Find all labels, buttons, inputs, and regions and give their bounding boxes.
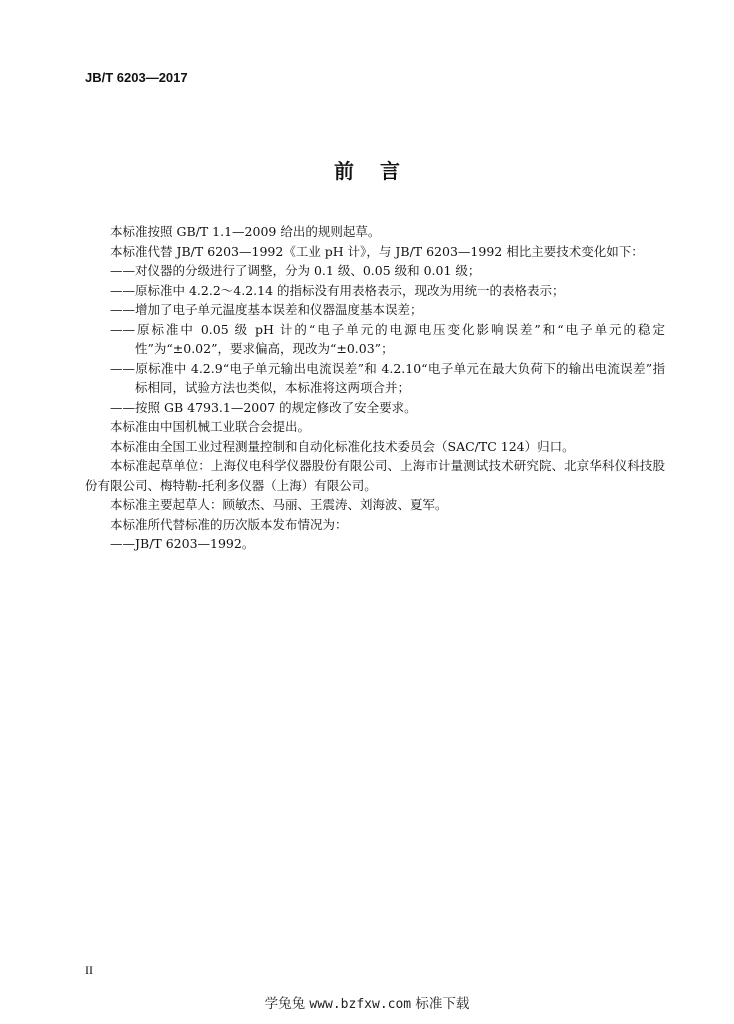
page-title: 前言 <box>334 159 426 183</box>
list-item: ——原标准中 0.05 级 pH 计的“电子单元的电源电压变化影响误差”和“电子单元的稳定性”为“±0.02”，要求偏高，现改为“±0.03”； <box>110 321 665 356</box>
foreword-body <box>85 222 665 554</box>
paragraph: 本标准主要起草人：顾敏杰、马丽、王震涛、刘海波、夏军。 <box>110 497 448 512</box>
paragraph: 本标准按照 GB/T 1.1—2009 给出的规则起草。 <box>110 224 381 239</box>
paragraph: 本标准由中国机械工业联合会提出。 <box>110 419 311 434</box>
paragraph: 本标准代替 JB/T 6203—1992《工业 pH 计》，与 JB/T 6203—1992 相比主要技术变化如下： <box>110 243 644 259</box>
list-item: ——JB/T 6203—1992。 <box>110 536 255 551</box>
standard-code-header: JB/T 6203—2017 <box>85 70 188 85</box>
footer-watermark <box>0 992 734 1012</box>
paragraph: 本标准所代替标准的历次版本发布情况为： <box>110 516 348 532</box>
footer-tagline: 标准下载 <box>415 996 470 1012</box>
list-item: ——按照 GB 4793.1—2007 的规定修改了安全要求。 <box>110 399 417 415</box>
list-item: ——增加了电子单元温度基本误差和仪器温度基本误差； <box>110 302 423 317</box>
list-item: ——原标准中 4.2.9“电子单元输出电流误差”和 4.2.10“电子单元在最大负荷下的输出电流误差”指标相同，试验方法也类似，本标准将这两项合并； <box>110 360 665 395</box>
list-item: ——对仪器的分级进行了调整，分为 0.1 级、0.05 级和 0.01 级； <box>110 263 481 278</box>
page-number: II <box>85 963 93 977</box>
list-item: ——原标准中 4.2.2～4.2.14 的指标没有用表格表示，现改为用统一的表格表示； <box>110 282 565 298</box>
footer-site-name: 学兔兔 <box>264 996 306 1012</box>
footer-url[interactable]: www.bzfxw.com <box>309 997 412 1012</box>
paragraph: 本标准由全国工业过程测量控制和自动化标准化技术委员会（SAC/TC 124）归口。 <box>110 438 575 454</box>
paragraph: 本标准起草单位：上海仪电科学仪器股份有限公司、上海市计量测试技术研究院、北京华科仪科技股份有限公司、梅特勒-托利多仪器（上海）有限公司。 <box>85 458 665 493</box>
